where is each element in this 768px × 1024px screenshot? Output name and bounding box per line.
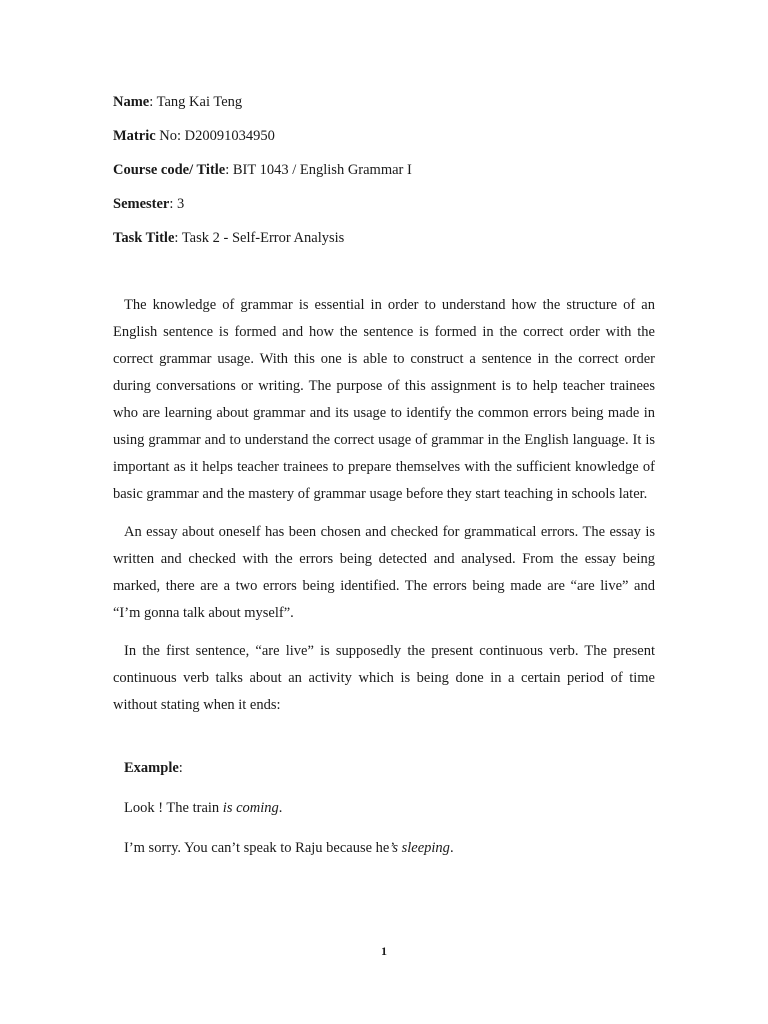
name-value: Tang Kai Teng (156, 94, 243, 110)
task-title-separator: : (174, 230, 182, 246)
course-value: BIT 1043 / English Grammar I (232, 162, 412, 178)
matric-line (113, 128, 673, 162)
example-1-verb: is coming (222, 800, 279, 816)
example-1-end: . (278, 800, 283, 816)
example-2-verb: ’s sleeping (389, 840, 450, 856)
matric-label: Matric (113, 128, 156, 144)
example-label: Example (124, 760, 179, 776)
example-2-end: . (449, 840, 454, 856)
example-sentence-2 (124, 840, 664, 880)
matric-value: No: D20091034950 (155, 128, 275, 144)
semester-separator: : (169, 196, 178, 212)
course-label: Course code/ Title (113, 162, 226, 178)
example-2-text: I’m sorry. You can’t speak to Raju because he (124, 840, 390, 856)
example-1-text: Look ! The train (124, 800, 223, 816)
course-separator: : (225, 162, 233, 178)
task-title-value: Task 2 - Self-Error Analysis (181, 230, 345, 246)
paragraph-essay-errors: An essay about oneself has been chosen and checked for grammatical errors. The essay is written and checked with the errors being detected and analysed. From the essay being marked, there are a two errors being identified. The errors being made are “are live” and “I’m gonna talk about myself”. (113, 524, 655, 621)
example-label-separator: : (178, 760, 183, 776)
name-separator: : (149, 94, 157, 110)
course-line (113, 162, 673, 196)
example-sentence-1 (124, 800, 664, 840)
name-label: Name (113, 94, 150, 110)
semester-label: Semester (113, 196, 170, 212)
name-line (113, 94, 673, 128)
semester-value: 3 (177, 196, 185, 212)
student-info-block (113, 94, 673, 264)
example-heading (124, 760, 664, 800)
task-title-line (113, 230, 673, 264)
task-title-label: Task Title (113, 230, 175, 246)
paragraph-intro: The knowledge of grammar is essential in order to understand how the structure of an English sentence is formed and how the sentence is formed in the correct order with the correct grammar usage. With this one is able to construct a sentence in the correct order during conversations or writing. The purpose of this assignment is to help teacher trainees who are learning about grammar and its usage to identify the common errors being made in using grammar and to understand the correct usage of grammar in the English language. It is important as it helps teacher trainees to prepare themselves with the sufficient knowledge of basic grammar and the mastery of grammar usage before they start teaching in schools later. (113, 297, 655, 502)
essay-body (113, 292, 655, 730)
paragraph-present-continuous: In the first sentence, “are live” is supposedly the present continuous verb. The present continuous verb talks about an activity which is being done in a certain period of time without stating when it ends: (113, 643, 655, 713)
example-block (124, 760, 664, 880)
page-number: 1 (381, 944, 387, 958)
semester-line (113, 196, 673, 230)
